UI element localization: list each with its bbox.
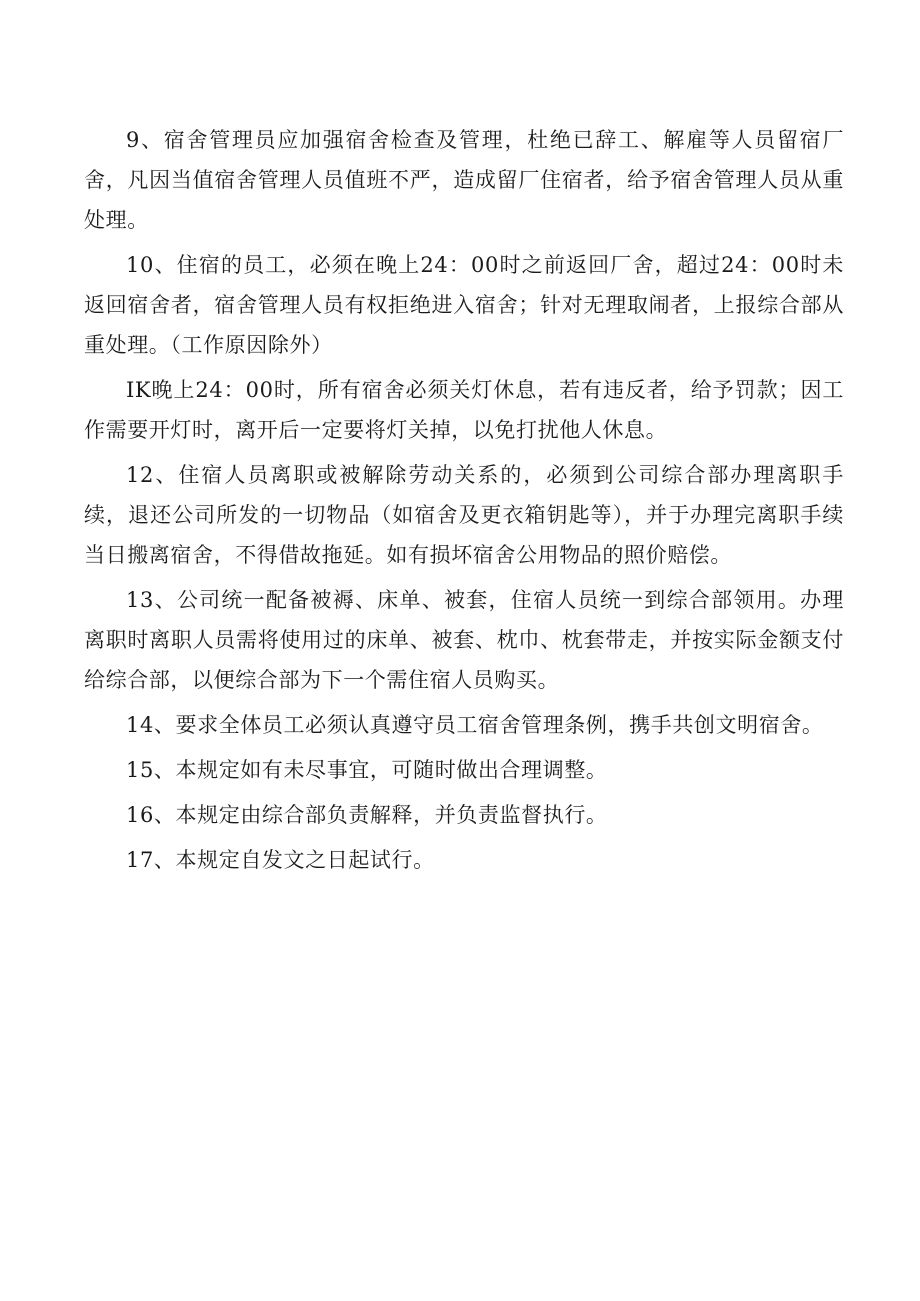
rule-14: 14、要求全体员工必须认真遵守员工宿舍管理条例，携手共创文明宿舍。: [126, 713, 824, 737]
rule-15: 15、本规定如有未尽事宜，可随时做出合理调整。: [126, 758, 608, 782]
rule-13: 13、公司统一配备被褥、床单、被套，住宿人员统一到综合部领用。办理离职时离职人员需将使用过的床单、被套、枕巾、枕套带走，并按实际金额支付给综合部，以便综合部为下一个需住宿人员购买。: [84, 588, 844, 692]
rule-16: 16、本规定由综合部负责解释，并负责监督执行。: [126, 803, 608, 827]
rule-12: 12、住宿人员离职或被解除劳动关系的，必须到公司综合部办理离职手续，退还公司所发的一切物品（如宿舍及更衣箱钥匙等），并于办理完离职手续当日搬离宿舍，不得借故拖延。如有损坏宿舍公用物品的照价赔偿。: [84, 463, 844, 567]
rule-10: 10、住宿的员工，必须在晚上24：00时之前返回厂舍，超过24：00时未返回宿舍者，宿舍管理人员有权拒绝进入宿舍；针对无理取闹者，上报综合部从重处理。（工作原因除外）: [84, 253, 844, 357]
rule-11: IK晚上24：00时，所有宿舍必须关灯休息，若有违反者，给予罚款；因工作需要开灯时，离开后一定要将灯关掉，以免打扰他人休息。: [84, 378, 844, 442]
document-body: [84, 120, 844, 885]
rule-17: 17、本规定自发文之日起试行。: [126, 848, 435, 872]
rule-9: 9、宿舍管理员应加强宿舍检查及管理，杜绝已辞工、解雇等人员留宿厂舍，凡因当值宿舍管理人员值班不严，造成留厂住宿者，给予宿舍管理人员从重处理。: [84, 128, 844, 232]
